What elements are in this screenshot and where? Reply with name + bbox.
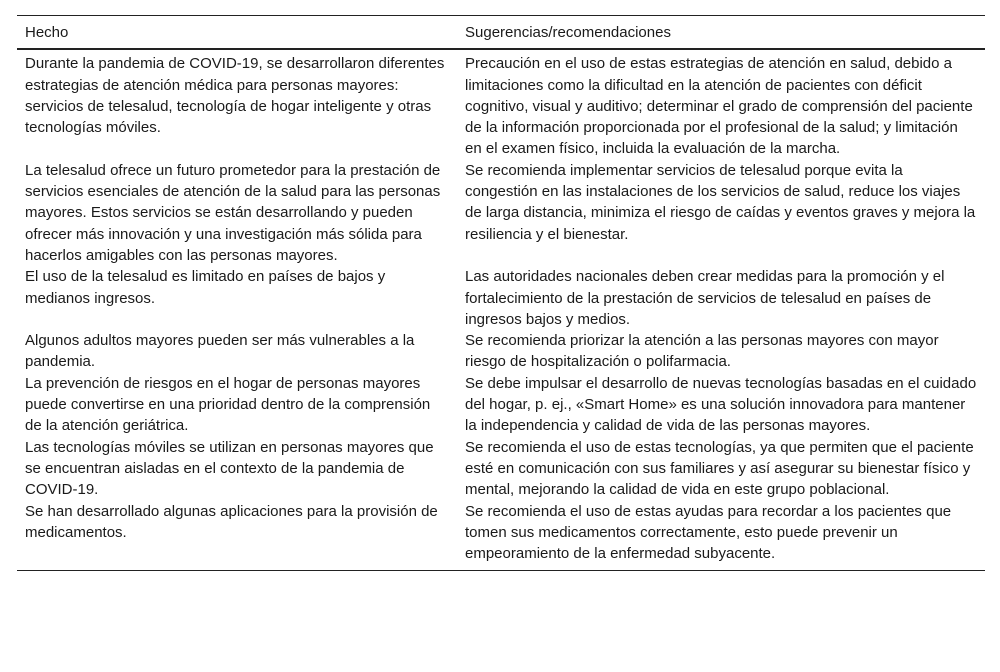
header-fact: Hecho (25, 24, 69, 41)
recommendation-cell: Las autoridades nacionales deben crear medidas para la promoción y el fortalecimiento de la prestación de servicios de telesalud en países de ingresos bajos y medios. (465, 268, 945, 328)
table-row (17, 501, 985, 571)
header-row (17, 16, 985, 50)
recommendation-cell: Precaución en el uso de estas estrategias de atención en salud, debido a limitaciones como la dificultad en la atención de pacientes con déficit cognitivo, visual y auditivo; determinar el grado de comprensión del paciente de la información proporcionada por el profesional de la salud; y limitación en el examen físico, incluida la evaluación de la marcha. (465, 55, 973, 158)
table-header (17, 16, 985, 50)
recommendation-cell: Se recomienda el uso de estas tecnologías, ya que permiten que el paciente esté en comunicación con sus familiares y así asegurar su bienestar físico y mental, mejorando la calidad de vida en este grupo poblacional. (465, 438, 974, 499)
table-row (17, 437, 985, 501)
recommendation-cell: Se recomienda el uso de estas ayudas para recordar a los pacientes que tomen sus medicamentos correctamente, esto puede prevenir un empeoramiento de la enfermedad subyacente. (465, 502, 952, 563)
recommendation-cell: Se recomienda implementar servicios de telesalud porque evita la congestión en las instalaciones de los servicios de salud, reduce los viajes de larga distancia, minimiza el riesgo de caídas y eventos graves y mejora la resiliencia y el bienestar. (465, 161, 976, 243)
table-row (17, 373, 985, 437)
fact-cell: La prevención de riesgos en el hogar de personas mayores puede convertirse en una prioridad dentro de la comprensión de la atención geriátrica. (25, 374, 431, 435)
table-row (17, 266, 985, 330)
fact-cell: Se han desarrollado algunas aplicaciones para la provisión de medicamentos. (25, 502, 438, 541)
facts-recommendations-table-container (17, 15, 985, 571)
header-recommendation: Sugerencias/recomendaciones (465, 24, 671, 41)
table-row (17, 160, 985, 266)
recommendation-cell: Se debe impulsar el desarrollo de nuevas tecnologías basadas en el cuidado del hogar, p. ej., «Smart Home» es una solución innovadora para mantener la independencia y calidad de vida de las personas mayores. (465, 374, 977, 435)
recommendation-cell: Se recomienda priorizar la atención a las personas mayores con mayor riesgo de hospitalización o polifarmacia. (465, 332, 939, 371)
fact-cell: El uso de la telesalud es limitado en países de bajos y medianos ingresos. (25, 268, 386, 307)
fact-cell: Algunos adultos mayores pueden ser más vulnerables a la pandemia. (25, 332, 415, 371)
fact-cell: Durante la pandemia de COVID-19, se desarrollaron diferentes estrategias de atención médica para personas mayores: servicios de telesalud, tecnología de hogar inteligente y otras tecnologías móviles. (25, 55, 445, 137)
fact-cell: La telesalud ofrece un futuro prometedor para la prestación de servicios esenciales de atención de la salud para las personas mayores. Estos servicios se están desarrollando y pueden ofrecer más innovación y una investigación más sólida para hacerlos amigables con las personas mayores. (25, 161, 441, 264)
facts-recommendations-table (17, 15, 985, 571)
table-body (17, 49, 985, 571)
table-row (17, 49, 985, 159)
fact-cell: Las tecnologías móviles se utilizan en personas mayores que se encuentran aisladas en el contexto de la pandemia de COVID-19. (25, 438, 434, 499)
table-row (17, 330, 985, 373)
